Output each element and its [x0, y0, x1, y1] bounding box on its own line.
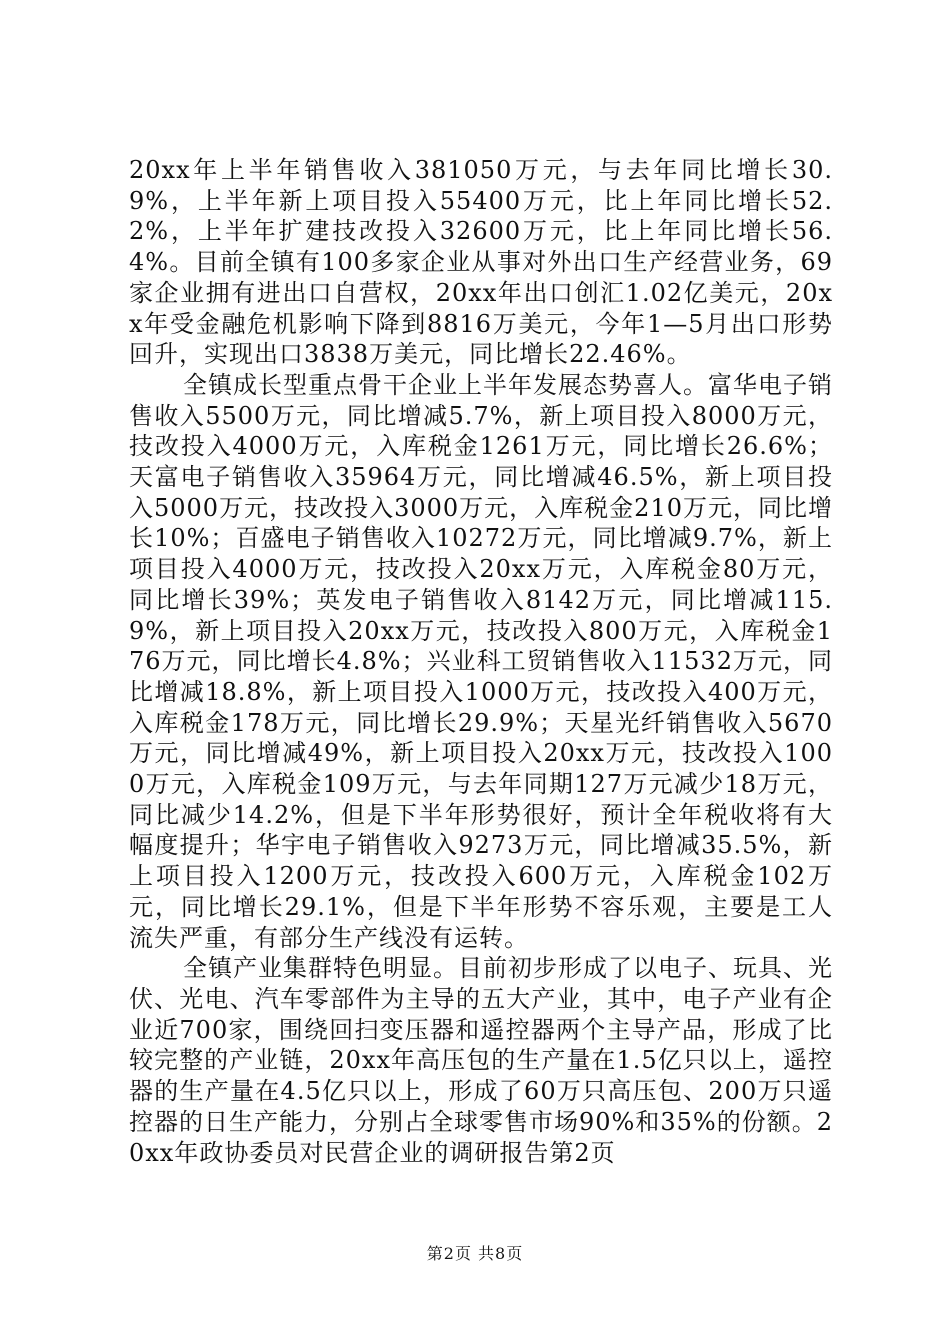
document-body: [129, 155, 833, 1168]
page-footer: 第2页 共8页: [426, 1244, 524, 1263]
paragraph-2: 全镇成长型重点骨干企业上半年发展态势喜人。富华电子销售收入5500万元，同比增减5.7%，新上项目投入8000万元，技改投入4000万元，入库税金1261万元，同比增长26.6%；天富电子销售收入35964万元，同比增减46.5%，新上项目投入5000万元，技改投入3000万元，入库税金210万元，同比增长10%；百盛电子销售收入10272万元，同比增减9.7%，新上项目投入4000万元，技改投入20xx万元，入库税金80万元，同比增长39%；英发电子销售收入8142万元，同比增减115.9%，新上项目投入20xx万元，技改投入800万元，入库税金176万元，同比增长4.8%；兴业科工贸销售收入11532万元，同比增减18.8%，新上项目投入1000万元，技改投入400万元，入库税金178万元，同比增长29.9%；天星光纤销售收入5670万元，同比增减49%，新上项目投入20xx万元，技改投入1000万元，入库税金109万元，与去年同期127万元减少18万元，同比减少14.2%，但是下半年形势很好，预计全年税收将有大幅度提升；华宇电子销售收入9273万元，同比增减35.5%，新上项目投入1200万元，技改投入600万元，入库税金102万元，同比增长29.1%，但是下半年形势不容乐观，主要是工人流失严重，有部分生产线没有运转。: [129, 370, 833, 952]
paragraph-3: 全镇产业集群特色明显。目前初步形成了以电子、玩具、光伏、光电、汽车零部件为主导的五大产业，其中，电子产业有企业近700家，围绕回扫变压器和遥控器两个主导产品，形成了比较完整的产业链，20xx年高压包的生产量在1.5亿只以上，遥控器的生产量在4.5亿只以上，形成了60万只高压包、200万只遥控器的日生产能力，分别占全球零售市场90%和35%的份额。20xx年政协委员对民营企业的调研报告第2页: [129, 954, 833, 1167]
paragraph-1: 20xx年上半年销售收入381050万元，与去年同比增长30.9%，上半年新上项目投入55400万元，比上年同比增长52.2%，上半年扩建技改投入32600万元，比上年同比增长56.4%。目前全镇有100多家企业从事对外出口生产经营业务，69家企业拥有进出口自营权，20xx年出口创汇1.02亿美元，20xx年受金融危机影响下降到8816万美元，今年1—5月出口形势回升，实现出口3838万美元，同比增长22.46%。: [129, 156, 833, 369]
